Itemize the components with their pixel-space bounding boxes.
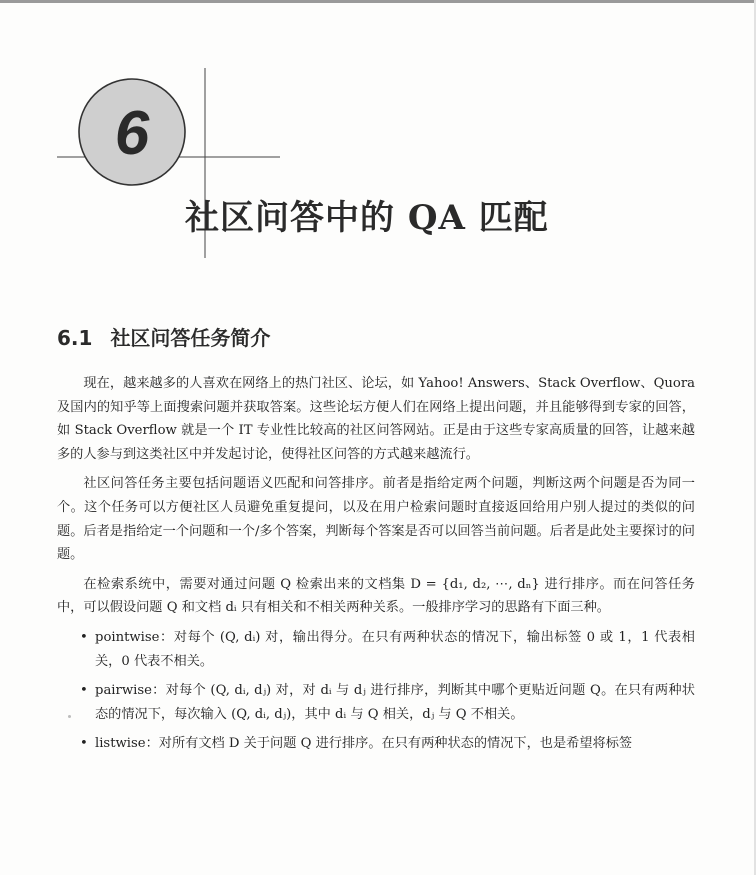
list-item-listwise <box>57 732 695 756</box>
body-text <box>57 372 695 762</box>
bullet-icon: • <box>80 736 88 752</box>
paragraph-tasks: 社区问答任务主要包括问题语义匹配和问答排序。前者是指给定两个问题，判断这两个问题是否为同一个。这个任务可以方便社区人员避免重复提问，以及在用户检索问题时直接返回给用户别人提过的类似的问题。后者是指给定一个问题和一个/多个答案，判断每个答案是否可以回答当前问题。后者是此处主要探讨的问题。 <box>57 476 695 563</box>
chapter-number-graphic <box>0 0 756 300</box>
list-item-text: pairwise：对每个 (Q, dᵢ, dⱼ) 对，对 dᵢ 与 dⱼ 进行排序，判断其中哪个更贴近问题 Q。在只有两种状态的情况下，每次输入 (Q, dᵢ, dⱼ)，其中 dᵢ 与 Q 相关，dⱼ 与 Q 不相关。 <box>95 683 695 722</box>
section-number: 6.1 <box>57 326 93 350</box>
bullet-icon: • <box>80 683 88 699</box>
paragraph-ranking: 在检索系统中，需要对通过问题 Q 检索出来的文档集 D = {d₁, d₂, ⋯, dₙ} 进行排序。而在问答任务中，可以假设问题 Q 和文档 dᵢ 只有相关和不相关两种关系。一般排序学习的思路有下面三种。 <box>57 576 695 616</box>
section-title: 社区问答任务简介 <box>110 326 271 350</box>
list-item-pairwise <box>57 679 695 726</box>
ranking-approaches-list <box>57 626 695 756</box>
list-item-pointwise <box>57 626 695 673</box>
bullet-icon: • <box>80 629 88 645</box>
list-item-text: pointwise：对每个 (Q, dᵢ) 对，输出得分。在只有两种状态的情况下，输出标签 0 或 1，1 代表相关，0 代表不相关。 <box>95 629 695 669</box>
scan-speck <box>68 715 71 718</box>
chapter-number: 6 <box>114 99 150 168</box>
list-item-text: listwise：对所有文档 D 关于问题 Q 进行排序。在只有两种状态的情况下，也是希望将标签 <box>95 736 633 752</box>
chapter-title: 社区问答中的 QA 匹配 <box>185 198 549 238</box>
paragraph-intro: 现在，越来越多的人喜欢在网络上的热门社区、论坛，如 Yahoo! Answers、Stack Overflow、Quora 及国内的知乎等上面搜索问题并获取答案。这些论坛方便人们在网络上提出问题，并且能够得到专家的回答，如 Stack Overflow 就是一个 IT 专业性比较高的社区问答网站。正是由于这些专家高质量的回答，让越来越多的人参与到这类社区中并发起讨论，使得社区问答的方式越来越流行。 <box>57 376 695 462</box>
section-heading <box>57 322 270 351</box>
